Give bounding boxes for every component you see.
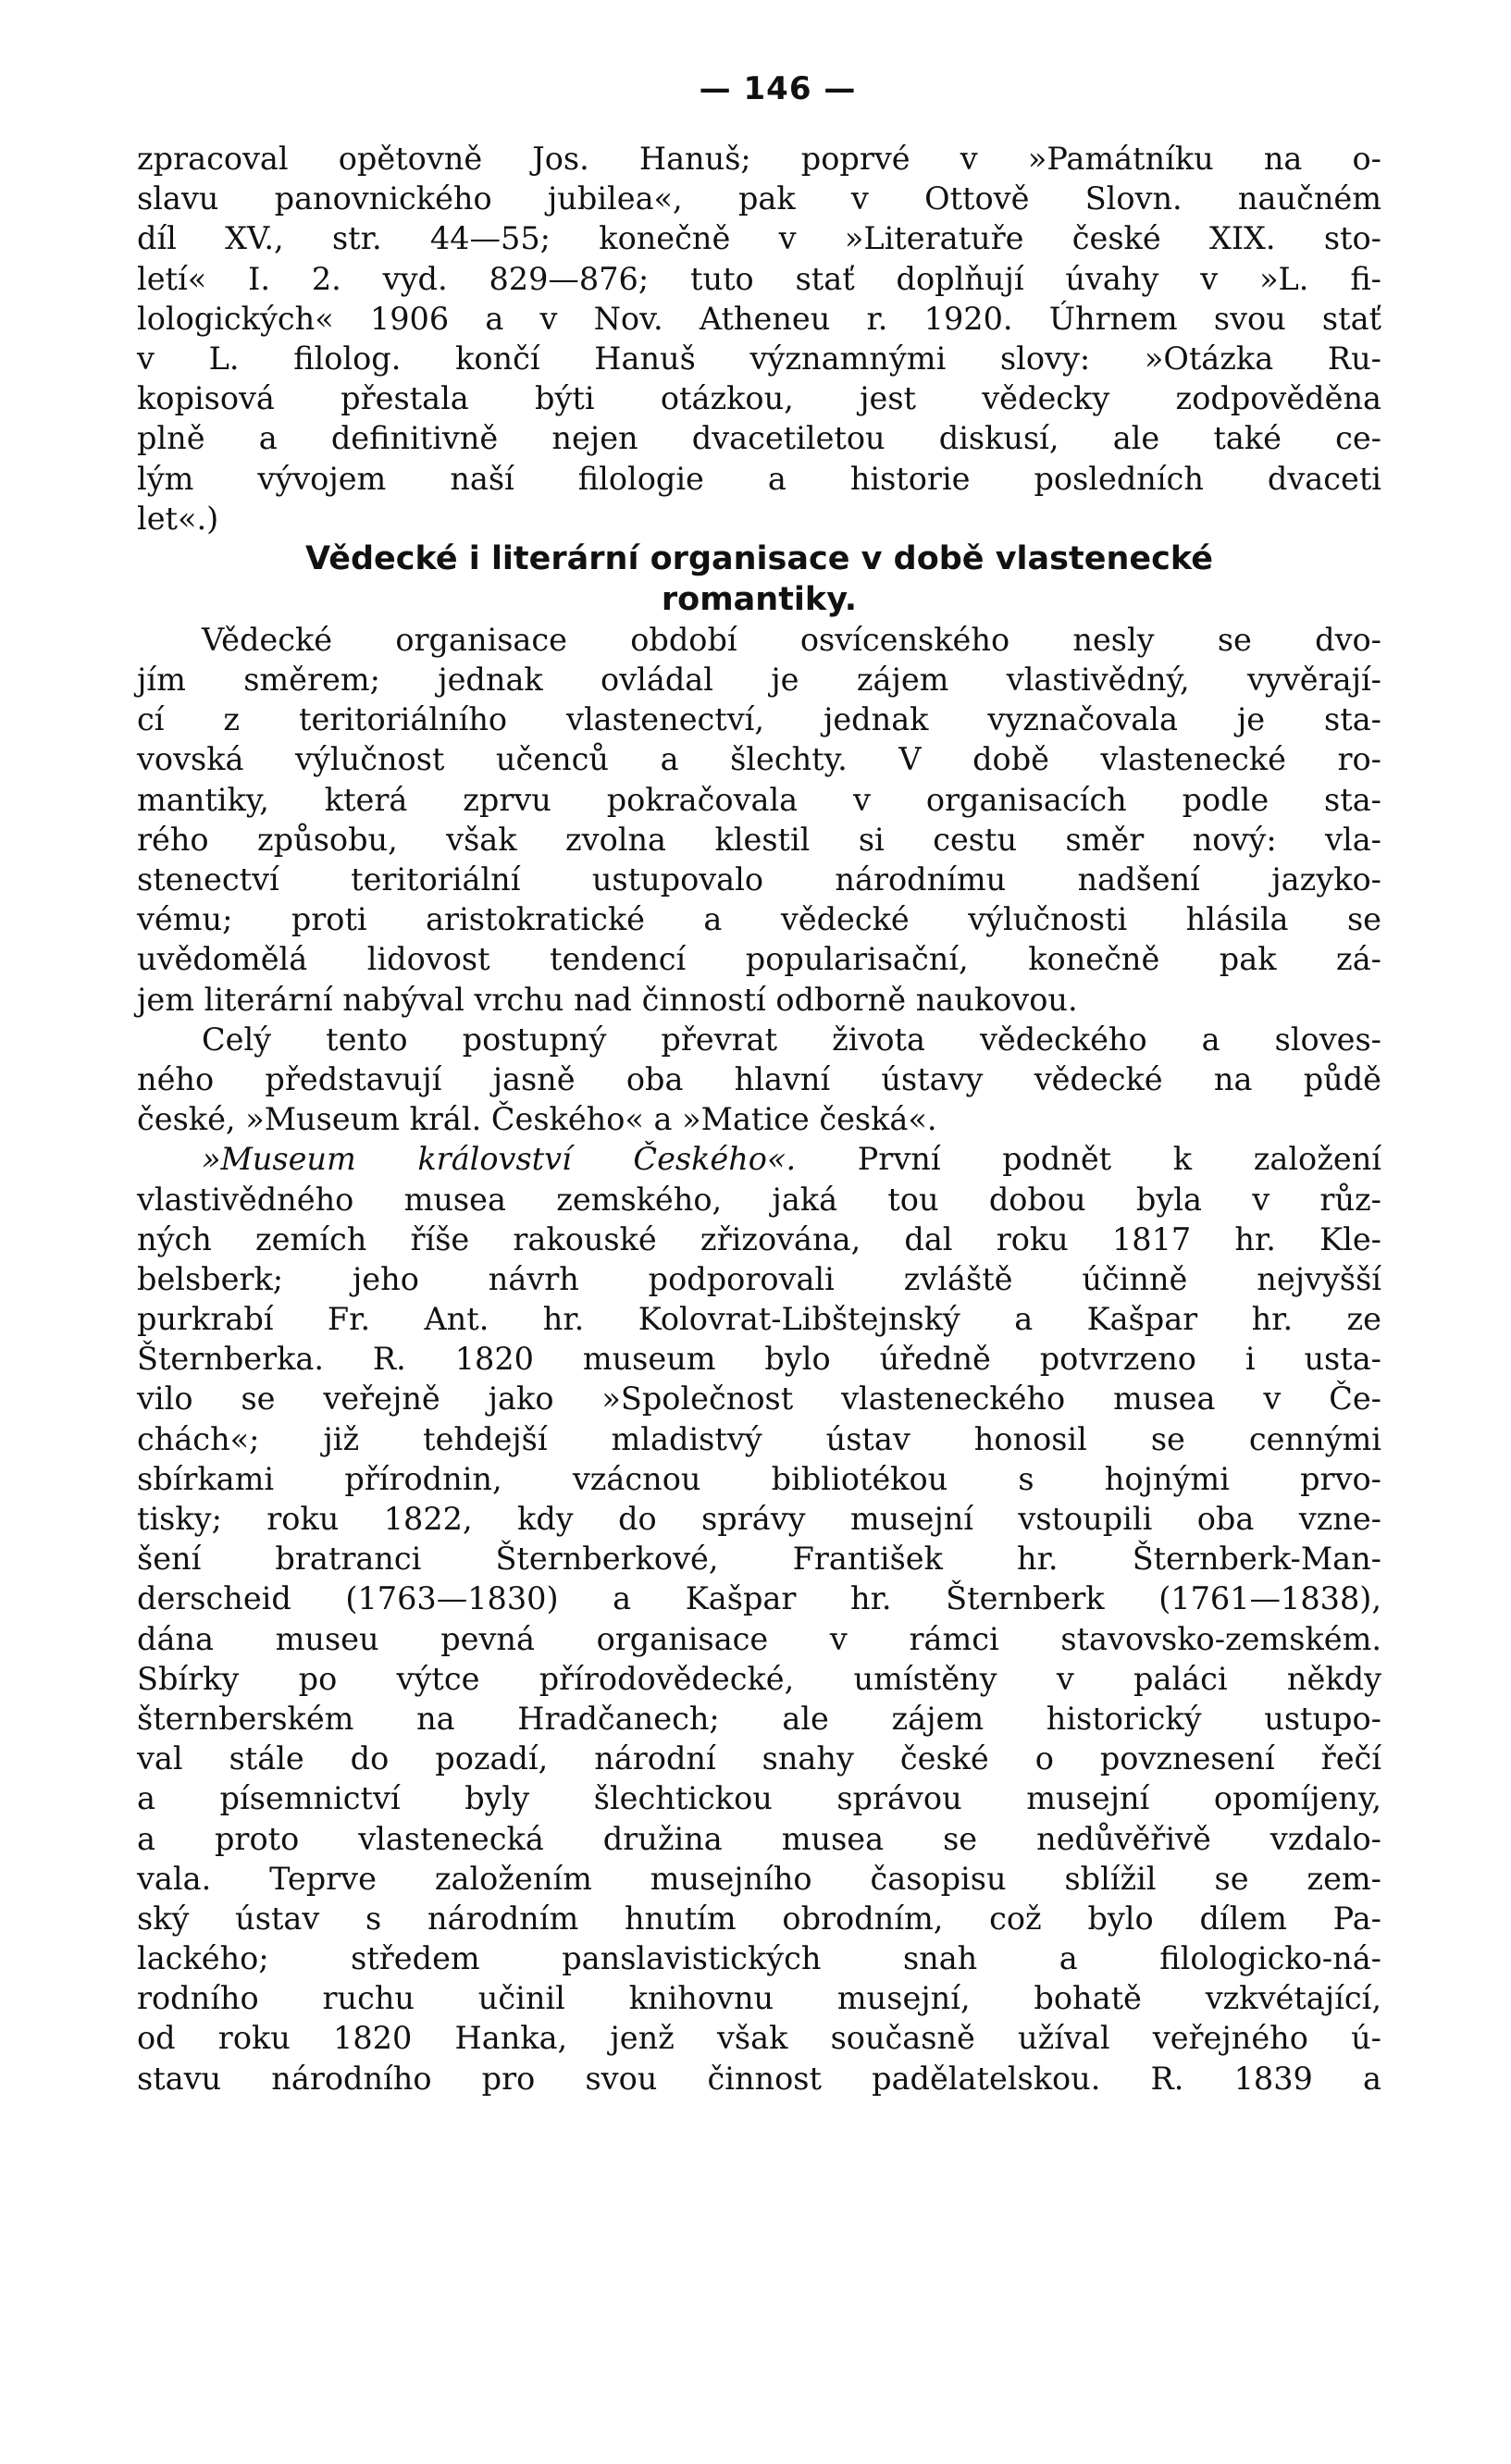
text-line: jem literární nabýval vrchu nad činností odborně naukovou.: [137, 981, 1078, 1018]
paragraph-transition: [137, 1020, 1381, 1140]
text-line: lackého; středem panslavistických snah a filologicko-ná-: [137, 1940, 1381, 1977]
text-line: plně a definitivně nejen dvacetiletou diskusí, ale také ce-: [137, 420, 1381, 457]
text-run: První podnět k založení: [796, 1141, 1381, 1178]
text-line: dána museu pevná organisace v rámci stavovsko-zemském.: [137, 1620, 1381, 1657]
text-line: stavu národního pro svou činnost padělatelskou. R. 1839 a: [137, 2060, 1381, 2097]
text-line: rodního ruchu učinil knihovnu musejní, bohatě vzkvétající,: [137, 1980, 1381, 2017]
text-line: vovská výlučnost učenců a šlechty. V době vlastenecké ro-: [137, 741, 1381, 778]
text-line: val stále do pozadí, národní snahy české o povznesení řečí: [137, 1740, 1381, 1777]
text-line: vlastivědného musea zemského, jaká tou dobou byla v růz-: [137, 1181, 1381, 1218]
page-number: — 146 —: [699, 70, 857, 107]
text-line: sbírkami přírodnin, vzácnou bibliotékou s hojnými prvo-: [137, 1460, 1381, 1497]
paragraph-continued-note: [137, 139, 1381, 539]
text-line: ných zemích říše rakouské zřizována, dal roku 1817 hr. Kle-: [137, 1220, 1381, 1257]
text-line: šternberském na Hradčanech; ale zájem historický ustupo-: [137, 1700, 1381, 1737]
text-line: uvědomělá lidovost tendencí popularisační, konečně pak zá-: [137, 941, 1381, 978]
text-line: od roku 1820 Hanka, jenž však současně užíval veřejného ú-: [137, 2020, 1381, 2057]
heading-line: Vědecké i literární organisace v době vlastenecké: [305, 539, 1213, 577]
text-line: kopisová přestala býti otázkou, jest vědecky zodpověděna: [137, 380, 1381, 417]
text-line: rého způsobu, však zvolna klestil si cestu směr nový: vla-: [137, 821, 1381, 858]
text-line: a proto vlastenecká družina musea se nedůvěřivě vzdalo-: [137, 1820, 1381, 1857]
text-line: lologických« 1906 a v Nov. Atheneu r. 1920. Úhrnem svou stať: [137, 300, 1381, 337]
text-line: Šternberka. R. 1820 museum bylo úředně potvrzeno i usta-: [137, 1341, 1381, 1378]
text-line: letí« I. 2. vyd. 829—876; tuto stať doplňují úvahy v »L. fi-: [137, 260, 1381, 297]
text-line: purkrabí Fr. Ant. hr. Kolovrat-Libštejnský a Kašpar hr. ze: [137, 1301, 1381, 1338]
paragraph-museum: [137, 1139, 1381, 2099]
museum-section-title: »Museum království Českého«.: [202, 1141, 797, 1178]
text-line: Sbírky po výtce přírodovědecké, umístěny v paláci někdy: [137, 1660, 1381, 1697]
text-line: vala. Teprve založením musejního časopisu sblížil se zem-: [137, 1860, 1381, 1897]
text-line: Vědecké organisace období osvícenského nesly se dvo-: [202, 621, 1381, 658]
text-line: lým vývojem naší filologie a historie posledních dvaceti: [137, 460, 1381, 497]
text-line: [137, 1139, 1381, 1179]
text-line: tisky; roku 1822, kdy do správy musejní vstoupili oba vzne-: [137, 1501, 1381, 1537]
page-content: [137, 70, 1381, 2099]
text-line: cí z teritoriálního vlastenectví, jednak vyznačovala je sta-: [137, 701, 1381, 738]
text-line: derscheid (1763—1830) a Kašpar hr. Šternberk (1761—1838),: [137, 1580, 1381, 1617]
text-line: let«.): [137, 500, 219, 537]
text-line: mantiky, která zprvu pokračovala v organisacích podle sta-: [137, 781, 1381, 818]
text-line: šení bratranci Šternberkové, František hr. Šternberk-Man-: [137, 1541, 1381, 1578]
heading-line: romantiky.: [661, 580, 858, 618]
text-line: vilo se veřejně jako »Společnost vlasteneckého musea v Če-: [137, 1381, 1381, 1418]
paragraph-organisations: [137, 620, 1381, 1020]
text-line: ský ústav s národním hnutím obrodním, což bylo dílem Pa-: [137, 1900, 1381, 1937]
text-line: české, »Museum král. Českého« a »Matice česká«.: [137, 1101, 937, 1138]
text-line: vému; proti aristokratické a vědecké výlučnosti hlásila se: [137, 901, 1381, 938]
text-line: díl XV., str. 44—55; konečně v »Literatuře české XIX. sto-: [137, 220, 1381, 257]
text-line: a písemnictví byly šlechtickou správou musejní opomíjeny,: [137, 1780, 1381, 1817]
text-line: stenectví teritoriální ustupovalo národnímu nadšení jazyko-: [137, 861, 1381, 898]
section-heading: [137, 539, 1381, 620]
text-line: chách«; již tehdejší mladistvý ústav honosil se cennými: [137, 1420, 1381, 1457]
text-line: jím směrem; jednak ovládal je zájem vlastivědný, vyvěrají-: [137, 662, 1381, 699]
text-line: ného představují jasně oba hlavní ústavy vědecké na půdě: [137, 1060, 1381, 1097]
text-line: zpracoval opětovně Jos. Hanuš; poprvé v »Památníku na o-: [137, 141, 1381, 177]
text-line: belsberk; jeho návrh podporovali zvláště účinně nejvyšší: [137, 1260, 1381, 1297]
text-line: Celý tento postupný převrat života vědeckého a sloves-: [202, 1021, 1381, 1058]
text-line: slavu panovnického jubilea«, pak v Ottově Slovn. naučném: [137, 180, 1381, 217]
text-line: v L. filolog. končí Hanuš významnými slovy: »Otázka Ru-: [137, 340, 1381, 377]
